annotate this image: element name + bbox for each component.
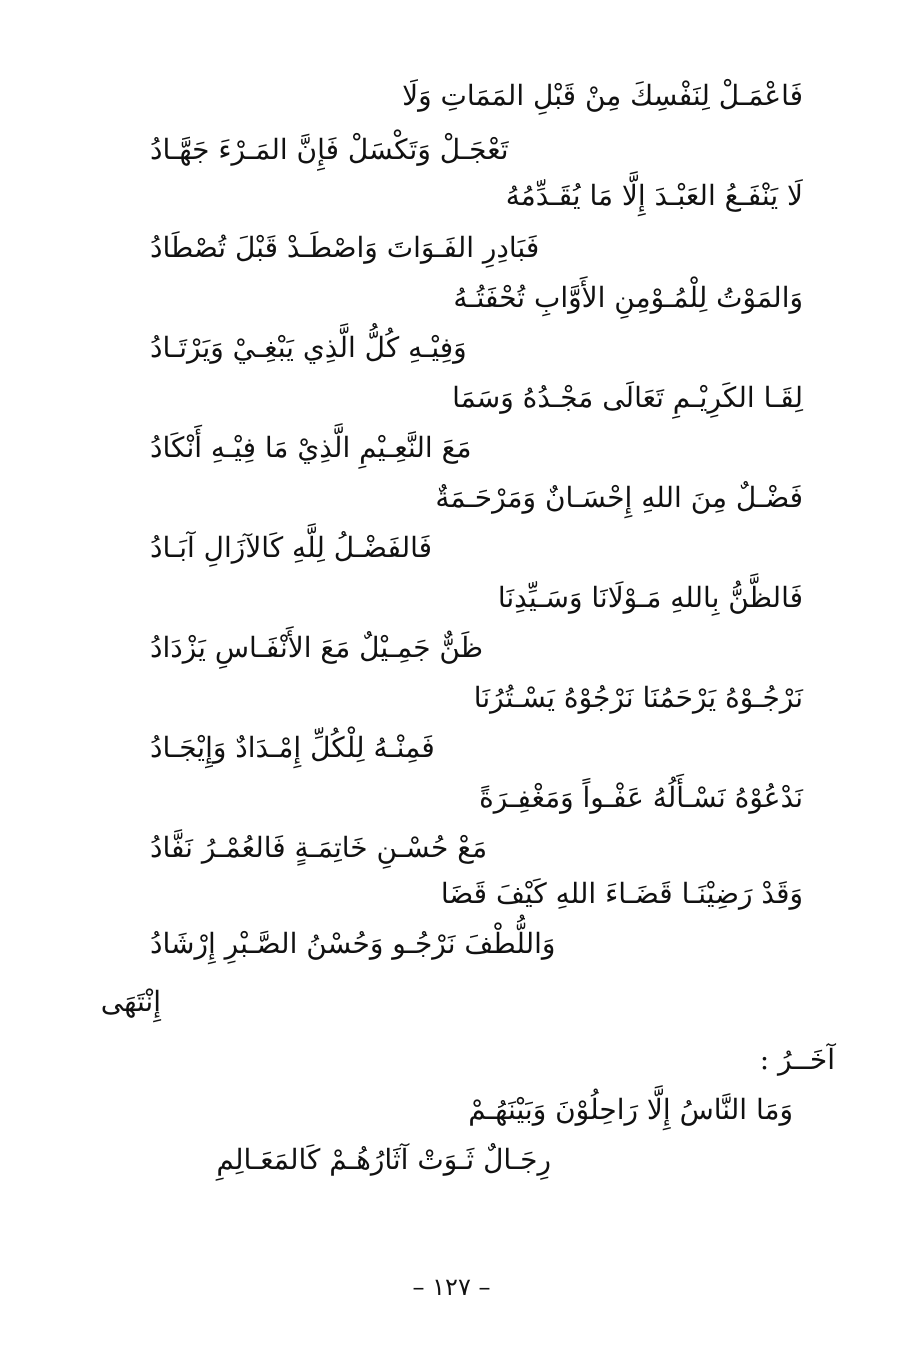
- poem-end-word: إِنْتَهَى: [100, 985, 161, 1018]
- poem-line-15: نَدْعُوْهُ نَسْـأَلُهُ عَفْـواً وَمَغْفِـرَةً: [479, 781, 803, 814]
- poem-line-13: نَرْجُـوْهُ يَرْحَمُنَا نَرْجُوْهُ يَسْـتُرُنَا: [473, 681, 803, 714]
- poem-line-17: وَقَدْ رَضِيْنَـا قَضَـاءَ اللهِ كَيْفَ قَضَا: [440, 877, 803, 910]
- poem-line-4: فَبَادِرِ الفَـوَاتَ وَاصْطَـدْ قَبْلَ تُصْطَادُ: [150, 231, 540, 264]
- section-header: آخَــرُ :: [759, 1043, 835, 1076]
- poem2-line-1: وَمَا النَّاسُ إِلَّا رَاحِلُوْنَ وَبَيْنَهُـمْ: [468, 1093, 793, 1126]
- poem-line-7: لِقَـا الكَرِيْـمِ تَعَالَى مَجْـدُهُ وَسَمَا: [452, 381, 803, 414]
- poem-line-8: مَعَ النَّعِـيْمِ الَّذِيْ مَا فِيْـهِ أَنْكَادُ: [150, 431, 472, 464]
- poem-line-11: فَالظَّنُّ بِاللهِ مَـوْلَانَا وَسَـيِّدِنَا: [497, 581, 803, 614]
- poem-line-10: فَالفَضْـلُ لِلَّهِ كَالآزَالِ آبَـادُ: [150, 531, 433, 564]
- poem-line-6: وَفِيْـهِ كُلُّ الَّذِي يَبْغِـيْ وَيَرْتَـادُ: [150, 331, 467, 364]
- poem-line-9: فَضْـلٌ مِنَ اللهِ إِحْسَـانٌ وَمَرْحَـمَةٌ: [435, 481, 803, 514]
- poem-line-1: فَاعْمَـلْ لِنَفْسِكَ مِنْ قَبْلِ المَمَاتِ وَلَا: [402, 79, 803, 112]
- poem-line-12: ظَنٌّ جَمِـيْلٌ مَعَ الأَنْفَـاسِ يَزْدَادُ: [150, 631, 484, 664]
- poem-line-5: وَالمَوْتُ لِلْمُـوْمِنِ الأَوَّابِ تُحْفَتُـهُ: [453, 281, 803, 314]
- page-number: – ١٢٧ –: [412, 1273, 491, 1301]
- poem-line-18: وَاللُّطْفَ نَرْجُـو وَحُسْنُ الصَّـبْرِ إِرْشَادُ: [150, 927, 556, 960]
- poem2-line-2: رِجَـالٌ ثَـوَتْ آثَارُهُـمْ كَالمَعَـالِمِ: [216, 1143, 551, 1176]
- poem-line-16: مَعْ حُسْـنِ خَاتِمَـةٍ فَالعُمْـرُ نَفَّادُ: [150, 831, 488, 864]
- poem-line-14: فَمِنْـهُ لِلْكُلِّ إِمْـدَادٌ وَإِيْجَـادُ: [150, 731, 435, 764]
- poem-line-2: تَعْجَـلْ وَتَكْسَلْ فَإِنَّ المَـرْءَ جَهَّـادُ: [150, 133, 509, 166]
- poem-line-3: لَا يَنْفَـعُ العَبْـدَ إِلَّا مَا يُقَـدِّمُهُ: [505, 179, 803, 212]
